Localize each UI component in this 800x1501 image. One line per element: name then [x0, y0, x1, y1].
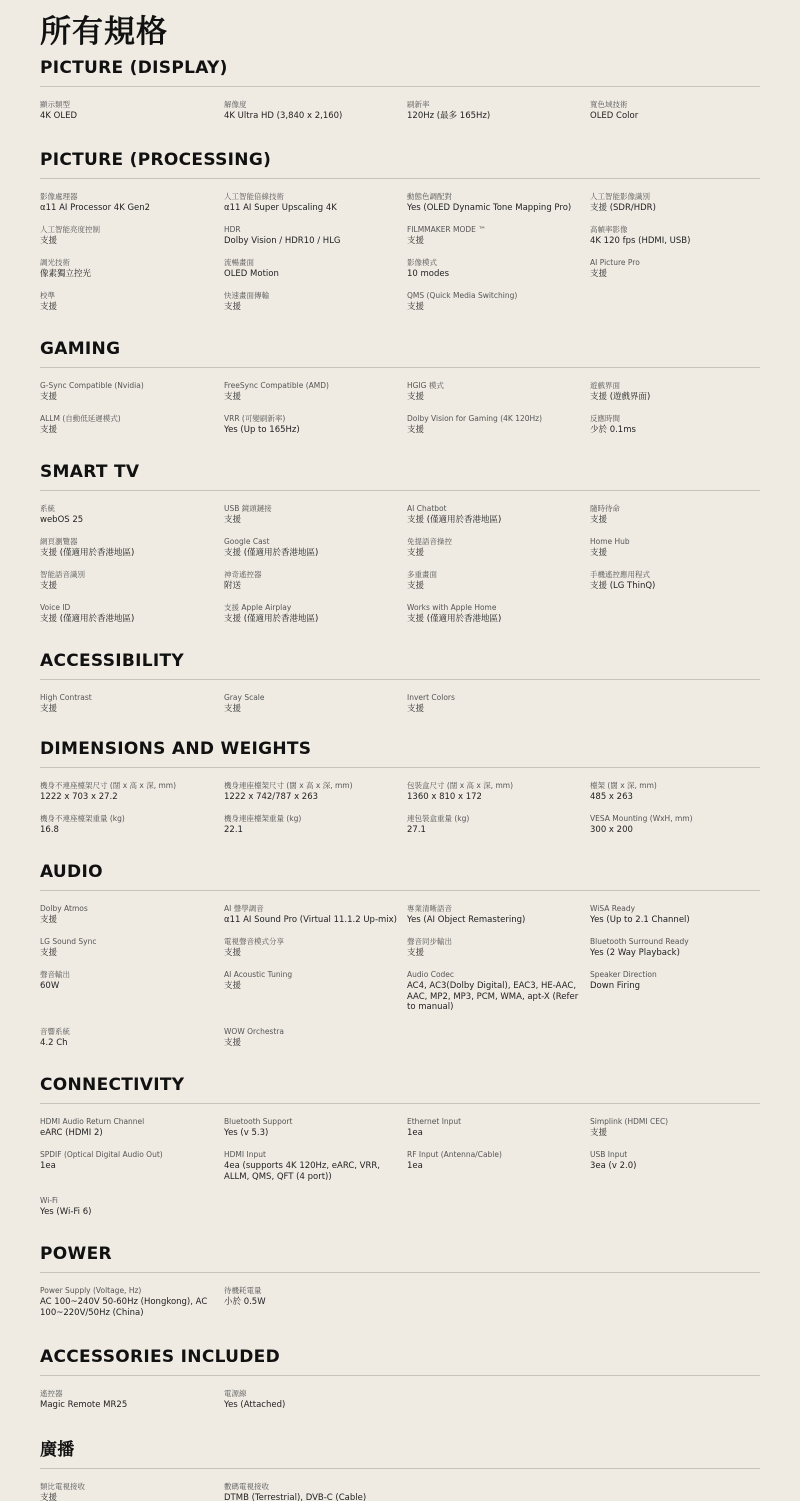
- spec-label: High Contrast: [40, 693, 92, 702]
- spec-value: 支援: [40, 302, 58, 312]
- spec-item: [590, 224, 760, 257]
- spec-item: [40, 1481, 224, 1501]
- spec-label: Dolby Vision for Gaming (4K 120Hz): [407, 414, 543, 423]
- spec-label: 顯示類型: [40, 100, 70, 109]
- spec-item: [407, 602, 590, 635]
- spec-value: 4.2 Ch: [40, 1038, 68, 1048]
- spec-value: 支援 (僅適用於香港地區): [407, 614, 502, 624]
- spec-item: [590, 1116, 760, 1149]
- spec-item: [224, 536, 407, 569]
- spec-grid: [40, 99, 760, 132]
- spec-label: AI Picture Pro: [590, 258, 640, 267]
- spec-item: [40, 224, 224, 257]
- spec-value: 485 x 263: [590, 792, 633, 802]
- spec-label: 調光技術: [40, 258, 70, 267]
- spec-label: 支援 Apple Airplay: [224, 603, 292, 612]
- spec-section: [40, 462, 760, 635]
- spec-label: 連包裝盒重量 (kg): [407, 814, 470, 823]
- spec-label: Simplink (HDMI CEC): [590, 1117, 669, 1126]
- spec-label: 包裝盒尺寸 (闊 x 高 x 深, mm): [407, 781, 514, 790]
- spec-label: VRR (可變刷新率): [224, 414, 286, 423]
- spec-label: Bluetooth Surround Ready: [590, 937, 689, 946]
- spec-value: 支援 (遊戲界面): [590, 392, 651, 402]
- spec-item: [40, 936, 224, 969]
- spec-value: DTMB (Terrestrial), DVB-C (Cable): [224, 1493, 367, 1501]
- spec-value: 支援: [224, 392, 242, 402]
- spec-label: 影像模式: [407, 258, 437, 267]
- spec-section: [40, 150, 760, 323]
- spec-label: FILMMAKER MODE ™: [407, 225, 486, 234]
- spec-label: Ethernet Input: [407, 1117, 462, 1126]
- spec-value: Dolby Vision / HDR10 / HLG: [224, 236, 341, 246]
- spec-value: 10 modes: [407, 269, 450, 279]
- spec-value: 27.1: [407, 825, 426, 835]
- spec-item: [407, 290, 590, 323]
- spec-value: 4K 120 fps (HDMI, USB): [590, 236, 691, 246]
- spec-label: USB 鏡頭鏈接: [224, 504, 272, 513]
- spec-value: 支援 (LG ThinQ): [590, 581, 656, 591]
- spec-label: AI Acoustic Tuning: [224, 970, 293, 979]
- spec-value: 支援: [407, 236, 425, 246]
- spec-value: 支援: [40, 948, 58, 958]
- spec-item: [224, 99, 407, 132]
- spec-label: 機身不連座檯架重量 (kg): [40, 814, 125, 823]
- spec-item: [40, 903, 224, 936]
- spec-label: 聲音輸出: [40, 970, 70, 979]
- spec-label: 機身連座檯架尺寸 (闊 x 高 x 深, mm): [224, 781, 353, 790]
- spec-item: [40, 692, 224, 725]
- spec-value: 支援: [224, 1038, 242, 1048]
- spec-label: Voice ID: [40, 603, 71, 612]
- section-title: PICTURE (PROCESSING): [40, 150, 760, 179]
- spec-item: [40, 813, 224, 846]
- spec-item: [224, 1116, 407, 1149]
- spec-grid: [40, 692, 760, 725]
- spec-item: [40, 413, 224, 446]
- spec-value: 1222 x 703 x 27.2: [40, 792, 118, 802]
- spec-item: [407, 413, 590, 446]
- spec-value: 支援: [590, 269, 608, 279]
- spec-item: [40, 191, 224, 224]
- spec-label: Works with Apple Home: [407, 603, 497, 612]
- spec-item: [590, 936, 760, 969]
- spec-value: 支援 (僅適用於香港地區): [40, 548, 135, 558]
- spec-item: [224, 380, 407, 413]
- section-title: ACCESSIBILITY: [40, 651, 760, 680]
- spec-section: [40, 1244, 760, 1331]
- spec-item: [590, 569, 760, 602]
- section-title: 廣播: [40, 1435, 760, 1469]
- spec-item: [590, 191, 760, 224]
- spec-grid: [40, 1116, 760, 1228]
- spec-value: 22.1: [224, 825, 243, 835]
- spec-label: Google Cast: [224, 537, 270, 546]
- spec-label: 機身不連座檯架尺寸 (闊 x 高 x 深, mm): [40, 781, 177, 790]
- section-title: GAMING: [40, 339, 760, 368]
- spec-value: 支援: [224, 302, 242, 312]
- spec-section: [40, 651, 760, 725]
- spec-item: [590, 813, 760, 846]
- spec-value: OLED Motion: [224, 269, 279, 279]
- spec-label: 校準: [40, 291, 55, 300]
- spec-grid: [40, 780, 760, 846]
- spec-item: [224, 1149, 407, 1195]
- spec-value: 1ea: [407, 1128, 423, 1138]
- spec-grid: [40, 1285, 760, 1331]
- spec-grid: [40, 191, 760, 323]
- spec-label: 智能語音識別: [40, 570, 85, 579]
- spec-value: 支援: [224, 981, 242, 991]
- spec-value: 支援: [407, 704, 425, 714]
- spec-label: AI 聲學調音: [224, 904, 264, 913]
- spec-label: 音響系統: [40, 1027, 70, 1036]
- spec-label: 遊戲界面: [590, 381, 620, 390]
- spec-label: 人工智能影像識別: [590, 192, 650, 201]
- spec-item: [407, 1116, 590, 1149]
- spec-section: [40, 1075, 760, 1228]
- spec-label: Dolby Atmos: [40, 904, 88, 913]
- spec-label: 待機耗電量: [224, 1286, 262, 1295]
- section-title: AUDIO: [40, 862, 760, 891]
- spec-section: [40, 58, 760, 132]
- spec-label: QMS (Quick Media Switching): [407, 291, 518, 300]
- spec-item: [40, 1195, 224, 1228]
- spec-label: 影像處理器: [40, 192, 78, 201]
- spec-label: 隨時待命: [590, 504, 620, 513]
- section-title: ACCESSORIES INCLUDED: [40, 1347, 760, 1376]
- spec-item: [590, 1149, 760, 1195]
- spec-grid: [40, 903, 760, 1059]
- spec-item: [407, 969, 590, 1026]
- spec-label: 機身連座檯架重量 (kg): [224, 814, 302, 823]
- spec-item: [407, 692, 590, 725]
- spec-item: [40, 1285, 224, 1331]
- spec-label: 解像度: [224, 100, 247, 109]
- spec-item: [224, 936, 407, 969]
- spec-label: 檯架 (闊 x 深, mm): [590, 781, 657, 790]
- spec-item: [224, 1285, 407, 1331]
- spec-value: 16.8: [40, 825, 59, 835]
- spec-value: 支援 (SDR/HDR): [590, 203, 656, 213]
- spec-item: [40, 1388, 224, 1421]
- spec-item: [224, 569, 407, 602]
- spec-section: [40, 1347, 760, 1421]
- spec-label: Bluetooth Support: [224, 1117, 293, 1126]
- spec-label: 聲音同步輸出: [407, 937, 452, 946]
- spec-value: 像素獨立控光: [40, 269, 92, 279]
- spec-label: 流暢畫面: [224, 258, 254, 267]
- spec-item: [590, 503, 760, 536]
- spec-label: LG Sound Sync: [40, 937, 97, 946]
- spec-item: [224, 692, 407, 725]
- spec-value: 少於 0.1ms: [590, 425, 636, 435]
- spec-label: 系統: [40, 504, 55, 513]
- spec-label: HDR: [224, 225, 241, 234]
- spec-label: WOW Orchestra: [224, 1027, 284, 1036]
- spec-item: [590, 903, 760, 936]
- spec-value: 支援: [40, 915, 58, 925]
- spec-item: [407, 780, 590, 813]
- spec-value: Yes (Up to 165Hz): [224, 425, 300, 435]
- spec-value: 支援: [407, 302, 425, 312]
- spec-label: 多重畫面: [407, 570, 437, 579]
- spec-label: SPDIF (Optical Digital Audio Out): [40, 1150, 163, 1159]
- spec-value: α11 AI Sound Pro (Virtual 11.1.2 Up-mix): [224, 915, 398, 925]
- spec-value: 120Hz (最多 165Hz): [407, 111, 491, 121]
- spec-value: 支援: [40, 392, 58, 402]
- spec-item: [40, 1026, 224, 1059]
- spec-value: 支援 (僅適用於香港地區): [224, 614, 319, 624]
- spec-value: 支援: [590, 548, 608, 558]
- spec-label: Invert Colors: [407, 693, 455, 702]
- spec-value: 1ea: [40, 1161, 56, 1171]
- spec-value: 4K OLED: [40, 111, 78, 121]
- spec-label: 神奇遙控器: [224, 570, 262, 579]
- spec-item: [224, 290, 407, 323]
- spec-item: [40, 99, 224, 132]
- spec-section: [40, 862, 760, 1059]
- spec-label: 類比電視接收: [40, 1482, 85, 1491]
- spec-item: [590, 99, 760, 132]
- spec-item: [407, 813, 590, 846]
- spec-value: 支援: [407, 425, 425, 435]
- spec-item: [224, 1388, 407, 1421]
- spec-item: [590, 413, 760, 446]
- spec-value: Yes (Attached): [224, 1400, 286, 1410]
- spec-label: VESA Mounting (WxH, mm): [590, 814, 693, 823]
- spec-label: HDMI Input: [224, 1150, 266, 1159]
- spec-item: [590, 380, 760, 413]
- spec-sections: [40, 58, 760, 1501]
- spec-label: Home Hub: [590, 537, 630, 546]
- spec-item: [40, 969, 224, 1026]
- spec-value: 小於 0.5W: [224, 1297, 266, 1307]
- spec-item: [407, 191, 590, 224]
- spec-label: WiSA Ready: [590, 904, 636, 913]
- spec-section: [40, 1435, 760, 1501]
- spec-value: 4K Ultra HD (3,840 x 2,160): [224, 111, 343, 121]
- spec-item: [40, 257, 224, 290]
- spec-value: 支援: [40, 581, 58, 591]
- section-title: DIMENSIONS AND WEIGHTS: [40, 739, 760, 768]
- spec-value: Down Firing: [590, 981, 641, 991]
- spec-value: Yes (AI Object Remastering): [407, 915, 526, 925]
- spec-item: [224, 602, 407, 635]
- spec-value: α11 AI Processor 4K Gen2: [40, 203, 151, 213]
- spec-item: [590, 780, 760, 813]
- spec-value: 支援: [407, 548, 425, 558]
- spec-value: Yes (Up to 2.1 Channel): [590, 915, 690, 925]
- spec-value: α11 AI Super Upscaling 4K: [224, 203, 337, 213]
- spec-label: 寬色域技術: [590, 100, 628, 109]
- spec-value: webOS 25: [40, 515, 84, 525]
- spec-value: 1ea: [407, 1161, 423, 1171]
- spec-value: 支援: [40, 1493, 58, 1501]
- spec-label: 數碼電視接收: [224, 1482, 269, 1491]
- spec-label: HDMI Audio Return Channel: [40, 1117, 145, 1126]
- spec-item: [407, 380, 590, 413]
- spec-value: 300 x 200: [590, 825, 633, 835]
- spec-value: AC4, AC3(Dolby Digital), EAC3, HE-AAC, AAC, MP2, MP3, PCM, WMA, apt-X (Refer to manual): [407, 981, 579, 1012]
- spec-label: 專業清晰語音: [407, 904, 452, 913]
- spec-section: [40, 739, 760, 846]
- spec-label: Wi-Fi: [40, 1196, 58, 1205]
- spec-value: 支援 (僅適用於香港地區): [224, 548, 319, 558]
- spec-label: 電視聲音模式分享: [224, 937, 284, 946]
- spec-item: [40, 1116, 224, 1149]
- spec-item: [40, 380, 224, 413]
- section-title: CONNECTIVITY: [40, 1075, 760, 1104]
- spec-item: [40, 569, 224, 602]
- spec-value: 支援: [224, 704, 242, 714]
- spec-item: [40, 602, 224, 635]
- spec-section: [40, 339, 760, 446]
- spec-label: 動態色調配對: [407, 192, 452, 201]
- spec-value: OLED Color: [590, 111, 639, 121]
- spec-item: [224, 1481, 407, 1501]
- spec-value: 支援: [224, 515, 242, 525]
- spec-label: 電源線: [224, 1389, 247, 1398]
- spec-label: HGIG 模式: [407, 381, 444, 390]
- spec-value: 支援: [407, 392, 425, 402]
- spec-label: FreeSync Compatible (AMD): [224, 381, 329, 390]
- spec-grid: [40, 503, 760, 635]
- spec-item: [40, 536, 224, 569]
- spec-value: 支援: [224, 948, 242, 958]
- spec-item: [40, 290, 224, 323]
- spec-label: 高幀率影像: [590, 225, 628, 234]
- spec-value: 支援: [40, 425, 58, 435]
- spec-label: 免提語音操控: [407, 537, 452, 546]
- spec-item: [224, 257, 407, 290]
- spec-label: 手機遙控應用程式: [590, 570, 650, 579]
- spec-value: 4ea (supports 4K 120Hz, eARC, VRR, ALLM, QMS, QFT (4 port)): [224, 1161, 380, 1182]
- spec-value: 支援: [590, 515, 608, 525]
- spec-value: eARC (HDMI 2): [40, 1128, 103, 1138]
- spec-label: 人工智能倍線技術: [224, 192, 284, 201]
- spec-value: 支援: [407, 948, 425, 958]
- spec-item: [407, 903, 590, 936]
- spec-label: ALLM (自動低延遲模式): [40, 414, 121, 423]
- spec-item: [224, 503, 407, 536]
- spec-label: Audio Codec: [407, 970, 455, 979]
- spec-item: [224, 224, 407, 257]
- spec-value: 支援 (僅適用於香港地區): [407, 515, 502, 525]
- spec-value: AC 100~240V 50-60Hz (Hongkong), AC 100~220V/50Hz (China): [40, 1297, 208, 1318]
- spec-item: [407, 536, 590, 569]
- spec-grid: [40, 380, 760, 446]
- spec-value: Yes (v 5.3): [224, 1128, 269, 1138]
- spec-grid: [40, 1388, 760, 1421]
- spec-label: 反應時間: [590, 414, 620, 423]
- spec-label: 遙控器: [40, 1389, 63, 1398]
- spec-item: [407, 99, 590, 132]
- spec-value: 附送: [224, 581, 242, 591]
- spec-item: [40, 1149, 224, 1195]
- spec-value: 支援: [40, 704, 58, 714]
- spec-item: [407, 1149, 590, 1195]
- page-title: 所有規格: [40, 14, 168, 50]
- spec-label: Gray Scale: [224, 693, 265, 702]
- spec-value: Yes (OLED Dynamic Tone Mapping Pro): [407, 203, 572, 213]
- spec-label: 快速畫面傳輸: [224, 291, 269, 300]
- spec-label: AI Chatbot: [407, 504, 447, 513]
- spec-item: [40, 780, 224, 813]
- spec-item: [590, 969, 760, 1026]
- spec-value: 支援 (僅適用於香港地區): [40, 614, 135, 624]
- spec-label: 人工智能亮度控制: [40, 225, 100, 234]
- spec-value: 1222 x 742/787 x 263: [224, 792, 319, 802]
- spec-item: [224, 191, 407, 224]
- spec-item: [40, 503, 224, 536]
- spec-value: Magic Remote MR25: [40, 1400, 128, 1410]
- section-title: SMART TV: [40, 462, 760, 491]
- section-title: POWER: [40, 1244, 760, 1273]
- spec-value: 60W: [40, 981, 60, 991]
- spec-label: 網頁瀏覽器: [40, 537, 78, 546]
- spec-label: USB Input: [590, 1150, 628, 1159]
- spec-grid: [40, 1481, 760, 1501]
- spec-item: [224, 780, 407, 813]
- spec-item: [224, 1026, 407, 1059]
- spec-item: [407, 257, 590, 290]
- spec-item: [407, 936, 590, 969]
- spec-item: [224, 903, 407, 936]
- spec-value: Yes (2 Way Playback): [590, 948, 680, 958]
- spec-item: [224, 969, 407, 1026]
- spec-label: 刷新率: [407, 100, 430, 109]
- spec-label: Speaker Direction: [590, 970, 657, 979]
- spec-label: G-Sync Compatible (Nvidia): [40, 381, 144, 390]
- spec-item: [407, 224, 590, 257]
- spec-item: [224, 413, 407, 446]
- spec-value: 支援: [407, 581, 425, 591]
- spec-item: [590, 257, 760, 290]
- spec-label: Power Supply (Voltage, Hz): [40, 1286, 142, 1295]
- spec-value: 3ea (v 2.0): [590, 1161, 637, 1171]
- spec-item: [590, 536, 760, 569]
- spec-label: RF Input (Antenna/Cable): [407, 1150, 502, 1159]
- section-title: PICTURE (DISPLAY): [40, 58, 760, 87]
- spec-item: [407, 503, 590, 536]
- spec-value: Yes (Wi-Fi 6): [40, 1207, 92, 1217]
- spec-value: 1360 x 810 x 172: [407, 792, 482, 802]
- spec-item: [224, 813, 407, 846]
- spec-value: 支援: [590, 1128, 608, 1138]
- spec-item: [407, 569, 590, 602]
- spec-value: 支援: [40, 236, 58, 246]
